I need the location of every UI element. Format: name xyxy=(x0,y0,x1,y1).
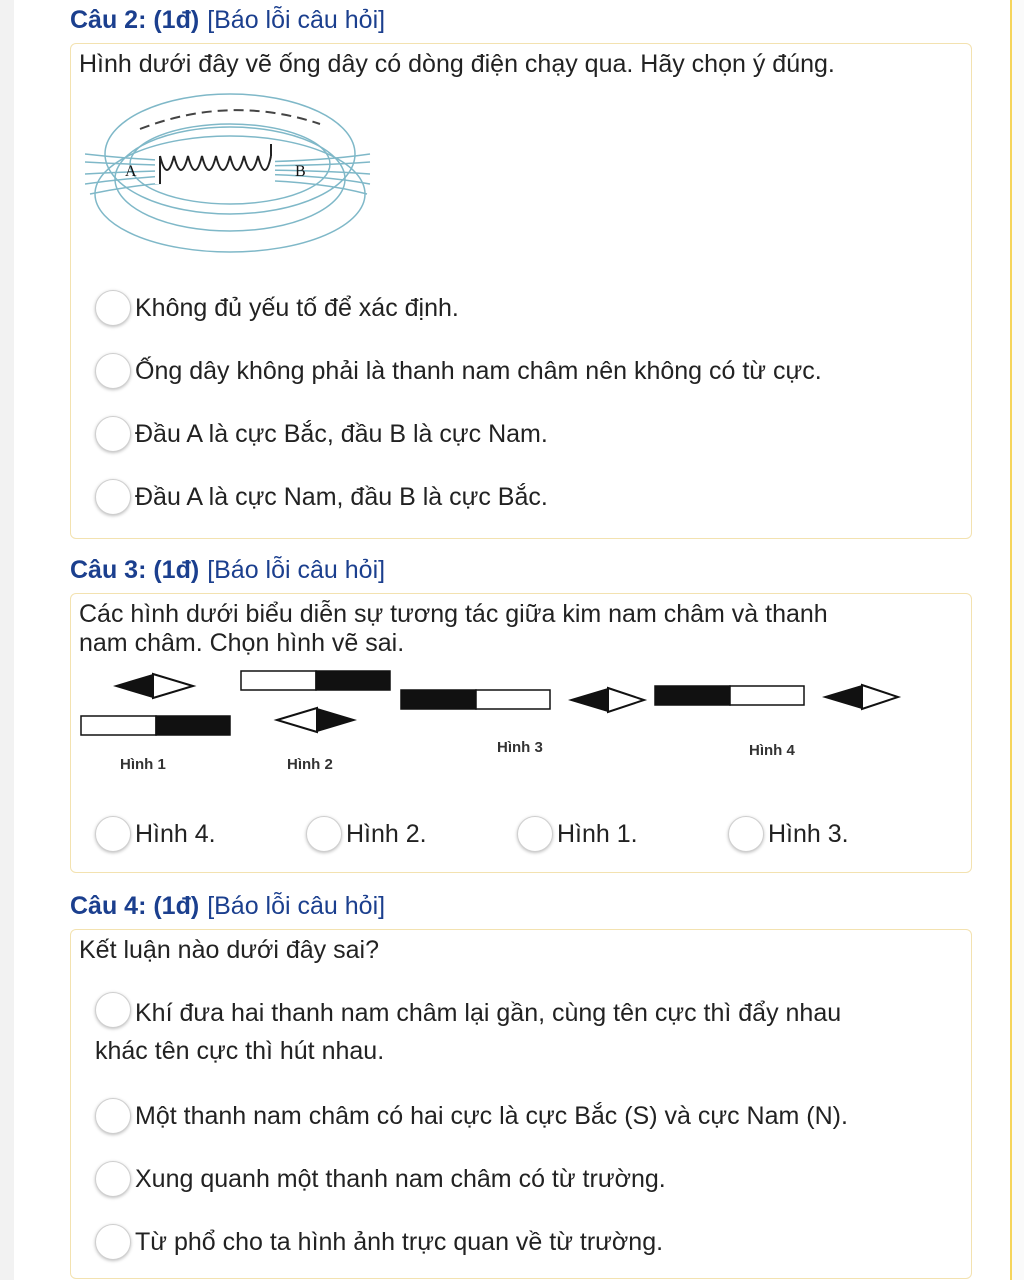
figure-4-magnet xyxy=(655,686,804,705)
answer-option[interactable] xyxy=(95,994,841,1070)
radio-button[interactable] xyxy=(728,816,764,852)
radio-button[interactable] xyxy=(517,816,553,852)
answer-option[interactable] xyxy=(95,1098,848,1134)
figure-3-magnet xyxy=(401,690,550,709)
figure-label: Hình 2 xyxy=(287,756,333,773)
radio-button[interactable] xyxy=(95,992,131,1028)
radio-button[interactable] xyxy=(95,479,131,515)
option-label: Không đủ yếu tố để xác định. xyxy=(135,293,459,322)
answer-option[interactable] xyxy=(95,1224,663,1260)
option-label: Hình 4. xyxy=(135,819,216,848)
radio-button[interactable] xyxy=(95,1098,131,1134)
radio-button[interactable] xyxy=(95,1224,131,1260)
right-scroll-edge xyxy=(1010,0,1024,1280)
option-label: Hình 3. xyxy=(768,819,849,848)
magnet-figures xyxy=(71,664,971,784)
radio-button[interactable] xyxy=(95,353,131,389)
question-prompt xyxy=(79,600,828,658)
prompt-line: nam châm. Chọn hình vẽ sai. xyxy=(79,629,405,657)
question-2-card xyxy=(70,43,972,539)
option-label: Hình 2. xyxy=(346,819,427,848)
question-prompt: Hình dưới đây vẽ ống dây có dòng điện chạy qua. Hãy chọn ý đúng. xyxy=(79,50,835,78)
report-question-link[interactable]: [Báo lỗi câu hỏi] xyxy=(207,6,386,34)
option-label: Một thanh nam châm có hai cực là cực Bắc (S) và cực Nam (N). xyxy=(135,1101,848,1130)
figure-2-needle xyxy=(277,708,357,732)
question-number: Câu 2: (1đ) xyxy=(70,6,200,34)
radio-button[interactable] xyxy=(95,290,131,326)
option-label: Ống dây không phải là thanh nam châm nên không có từ cực. xyxy=(135,356,822,385)
radio-button[interactable] xyxy=(95,1161,131,1197)
option-label: Hình 1. xyxy=(557,819,638,848)
report-question-link[interactable]: [Báo lỗi câu hỏi] xyxy=(207,892,386,920)
radio-button[interactable] xyxy=(306,816,342,852)
figure-1-needle xyxy=(113,674,193,698)
answer-option[interactable] xyxy=(95,416,548,452)
answer-option[interactable] xyxy=(95,479,548,515)
answer-option[interactable] xyxy=(95,1161,666,1197)
figure-1-magnet xyxy=(81,716,230,735)
question-number: Câu 3: (1đ) xyxy=(70,556,200,584)
solenoid-figure xyxy=(85,84,375,299)
figure-4-needle xyxy=(822,685,898,709)
label-b: B xyxy=(295,163,306,180)
figure-3-needle xyxy=(568,688,644,712)
question-prompt: Kết luận nào dưới đây sai? xyxy=(79,936,379,964)
radio-button[interactable] xyxy=(95,416,131,452)
prompt-line: Các hình dưới biểu diễn sự tương tác giữa kim nam châm và thanh xyxy=(79,600,828,628)
figure-2-magnet xyxy=(241,671,390,690)
question-3-card xyxy=(70,593,972,873)
answer-option[interactable] xyxy=(95,353,822,389)
option-label: Xung quanh một thanh nam châm có từ trường. xyxy=(135,1164,666,1193)
report-question-link[interactable]: [Báo lỗi câu hỏi] xyxy=(207,556,386,584)
option-label: Khí đưa hai thanh nam châm lại gần, cùng tên cực thì đẩy nhau xyxy=(135,999,842,1027)
figure-label: Hình 4 xyxy=(749,742,795,759)
option-label: Đầu A là cực Bắc, đầu B là cực Nam. xyxy=(135,419,548,448)
question-4-header xyxy=(70,892,385,921)
radio-button[interactable] xyxy=(95,816,131,852)
question-3-header xyxy=(70,556,385,585)
answer-option[interactable] xyxy=(728,816,849,852)
option-label: Từ phổ cho ta hình ảnh trực quan về từ trường. xyxy=(135,1227,664,1256)
question-4-card xyxy=(70,929,972,1279)
figure-label: Hình 1 xyxy=(120,756,166,773)
option-label: Đầu A là cực Nam, đầu B là cực Bắc. xyxy=(135,482,548,511)
answer-option[interactable] xyxy=(95,290,459,326)
question-2-header xyxy=(70,6,385,35)
answer-option[interactable] xyxy=(306,816,427,852)
answer-option[interactable] xyxy=(95,816,216,852)
question-number: Câu 4: (1đ) xyxy=(70,892,200,920)
figure-label: Hình 3 xyxy=(497,739,543,756)
label-a: A xyxy=(125,163,137,180)
answer-option[interactable] xyxy=(517,816,638,852)
option-label-continued: khác tên cực thì hút nhau. xyxy=(95,1037,385,1066)
left-edge xyxy=(0,0,14,1280)
